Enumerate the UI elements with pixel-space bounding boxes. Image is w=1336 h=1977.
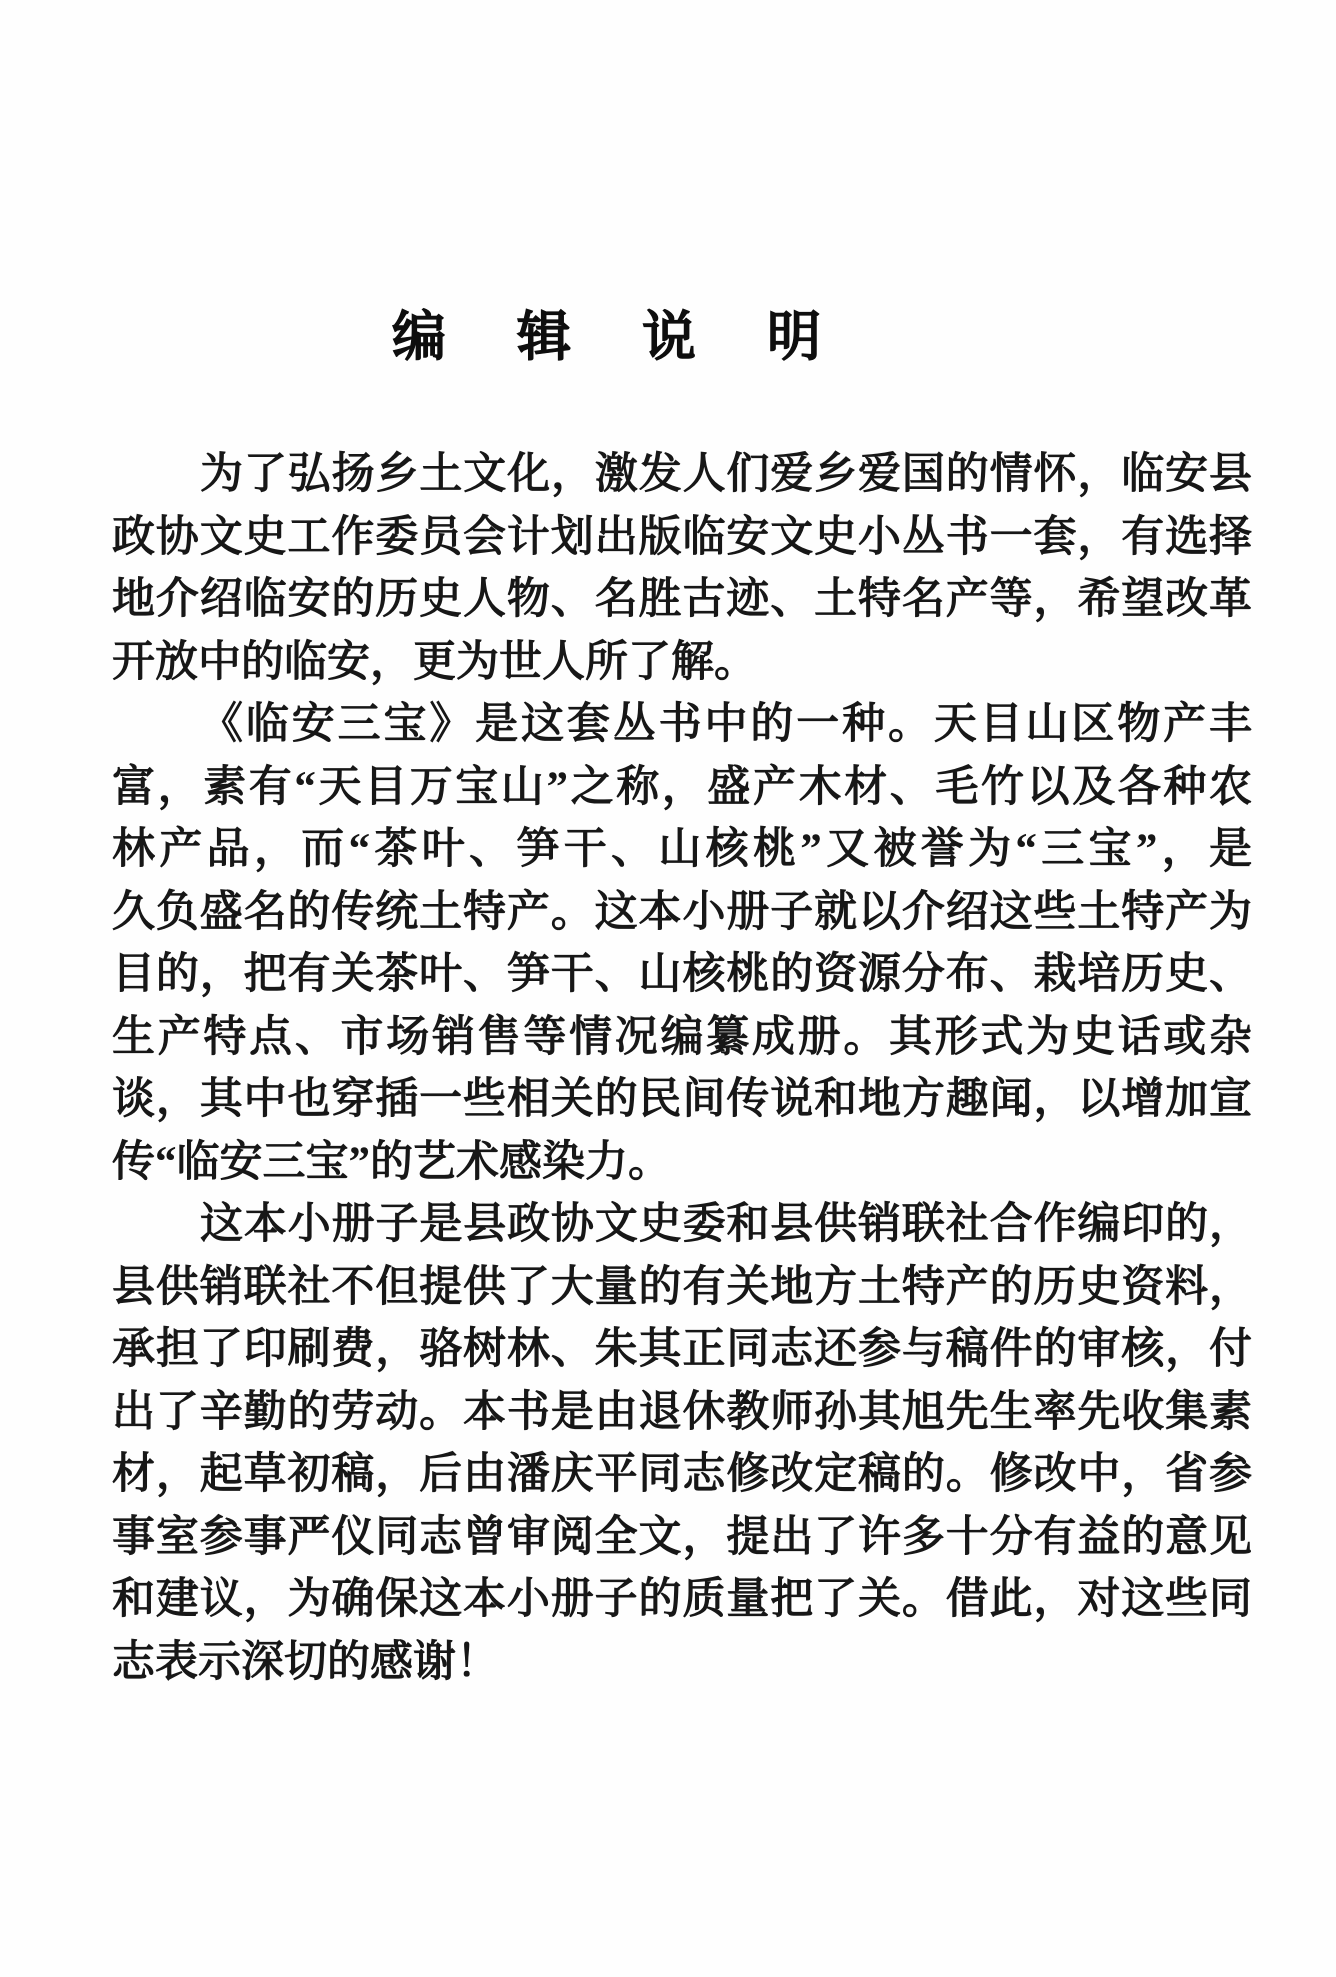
text-line: 志表示深切的感谢！ <box>112 1638 499 1686</box>
text-line: 目的，把有关茶叶、笋干、山核桃的资源分布、栽培历史、 <box>112 951 1252 998</box>
page-title: 编辑说明 <box>392 307 892 367</box>
text-line: 承担了印刷费，骆树林、朱其正同志还参与稿件的审核，付 <box>112 1326 1252 1373</box>
text-line: 这本小册子是县政协文史委和县供销联社合作编印的， <box>200 1201 1252 1248</box>
text-line: 为了弘扬乡土文化，激发人们爱乡爱国的情怀，临安县 <box>200 451 1252 498</box>
text-line: 《临安三宝》是这套丛书中的一种。天目山区物产丰 <box>200 701 1252 748</box>
text-line: 生产特点、市场销售等情况编纂成册。其形式为史话或杂 <box>112 1013 1252 1061</box>
text-line: 开放中的临安，更为世人所了解。 <box>112 638 757 686</box>
text-line: 事室参事严仪同志曾审阅全文，提出了许多十分有益的意见 <box>112 1513 1252 1561</box>
text-line: 富，素有“天目万宝山”之称，盛产木材、毛竹以及各种农 <box>112 763 1252 811</box>
text-line: 谈，其中也穿插一些相关的民间传说和地方趣闻，以增加宣 <box>112 1076 1252 1123</box>
text-line: 出了辛勤的劳动。本书是由退休教师孙其旭先生率先收集素 <box>112 1388 1252 1436</box>
text-line: 和建议，为确保这本小册子的质量把了关。借此，对这些同 <box>112 1576 1252 1623</box>
text-line: 久负盛名的传统土特产。这本小册子就以介绍这些土特产为 <box>112 888 1252 936</box>
body-text <box>112 444 1252 1694</box>
text-line: 林产品，而“茶叶、笋干、山核桃”又被誉为“三宝”，是 <box>112 826 1252 873</box>
text-line: 县供销联社不但提供了大量的有关地方土特产的历史资料， <box>112 1263 1252 1311</box>
text-line: 地介绍临安的历史人物、名胜古迹、土特名产等，希望改革 <box>112 576 1252 623</box>
text-line: 政协文史工作委员会计划出版临安文史小丛书一套，有选择 <box>112 513 1252 561</box>
text-line: 传“临安三宝”的艺术感染力。 <box>112 1138 671 1186</box>
text-line: 材，起草初稿，后由潘庆平同志修改定稿的。修改中，省参 <box>112 1451 1252 1498</box>
